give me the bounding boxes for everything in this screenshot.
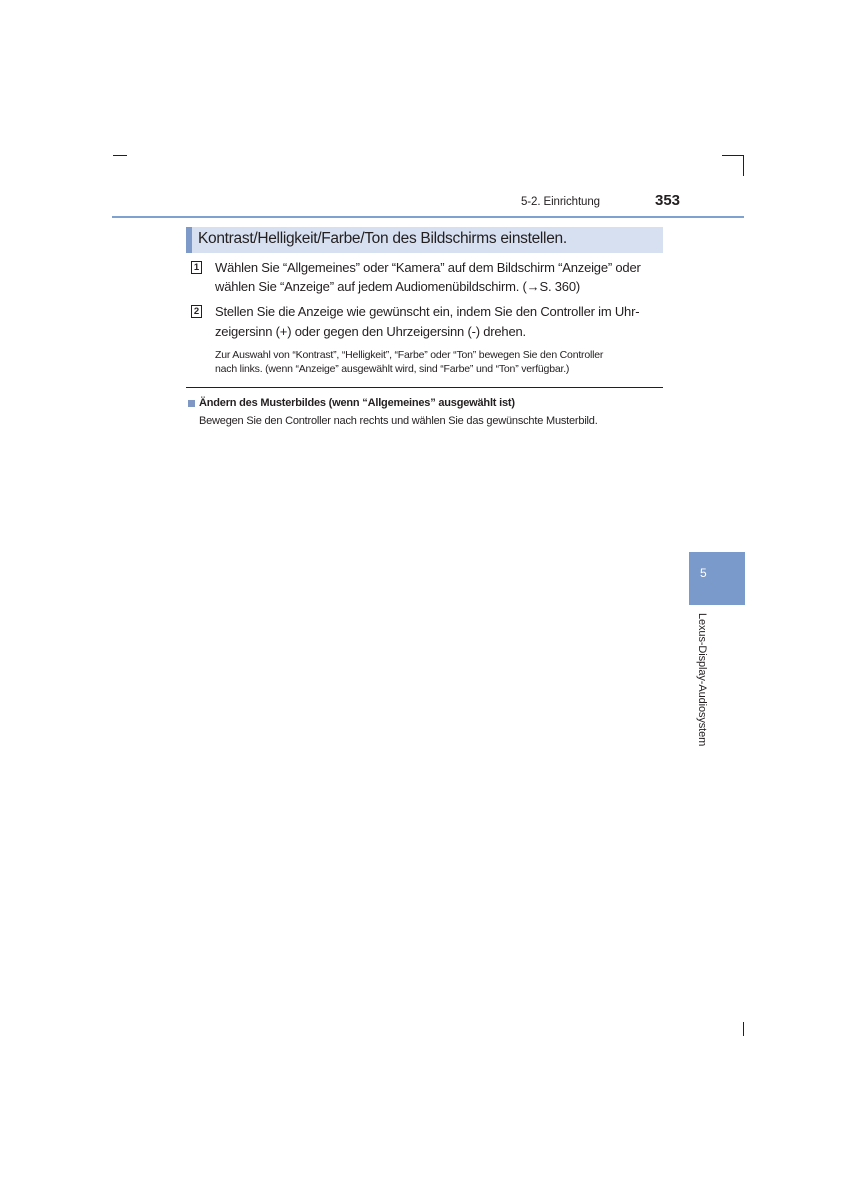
step-2-note-line-1: Zur Auswahl von “Kontrast”, “Helligkeit”, “Farbe” oder “Ton” bewegen Sie den Controller [215, 349, 604, 361]
crop-mark-top-left [113, 155, 127, 156]
chapter-number: 5 [700, 566, 707, 580]
step-1-number: 1 [191, 261, 202, 274]
step-1-line-2: wählen Sie “Anzeige” auf jedem Audiomenübildschirm. (→S. 360) [215, 279, 580, 294]
crop-mark-bottom-right [743, 1022, 744, 1036]
content-divider [186, 387, 663, 388]
step-1-line-1: Wählen Sie “Allgemeines” oder “Kamera” auf dem Bildschirm “Anzeige” oder [215, 260, 641, 275]
step-2-note-line-2: nach links. (wenn “Anzeige” ausgewählt wird, sind “Farbe” und “Ton” verfügbar.) [215, 363, 570, 375]
info-body: Bewegen Sie den Controller nach rechts und wählen Sie das gewünschte Musterbild. [199, 415, 598, 427]
crop-mark-top-right-h [722, 155, 744, 156]
section-label: 5-2. Einrichtung [521, 196, 600, 208]
step-2-line-2: zeigersinn (+) oder gegen den Uhrzeigersinn (-) drehen. [215, 324, 526, 339]
info-heading: Ändern des Musterbildes (wenn “Allgemeines” ausgewählt ist) [199, 397, 515, 409]
step-2-number: 2 [191, 305, 202, 318]
chapter-tab [689, 552, 745, 605]
step-2-line-1: Stellen Sie die Anzeige wie gewünscht ein, indem Sie den Controller im Uhr- [215, 304, 640, 319]
section-title: Kontrast/Helligkeit/Farbe/Ton des Bildschirms einstellen. [198, 230, 567, 247]
crop-mark-top-right-v [743, 155, 744, 176]
square-bullet-icon [188, 400, 195, 407]
page-number: 353 [655, 192, 681, 209]
chapter-title: Lexus-Display-Audiosystem [696, 613, 708, 747]
header-rule [112, 216, 744, 218]
